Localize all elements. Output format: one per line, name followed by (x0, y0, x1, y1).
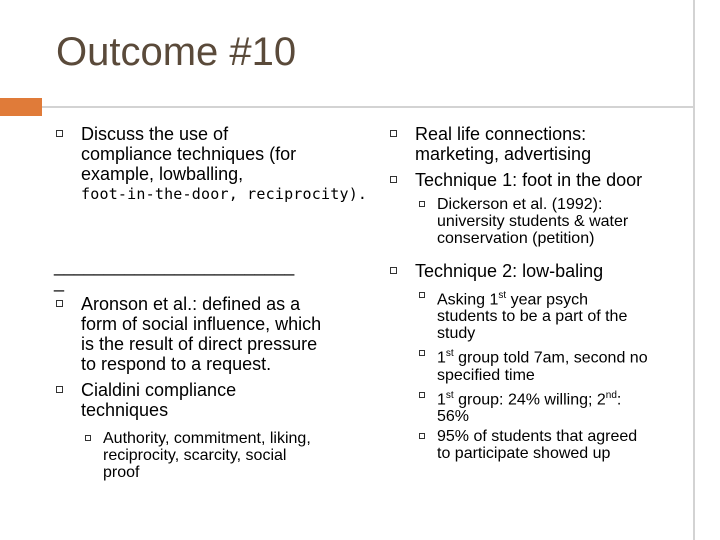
text-line: 56% (437, 407, 470, 425)
text-line: to participate showed up (437, 444, 611, 462)
square-bullet-icon (56, 130, 63, 137)
text-line: Cialdini compliance (81, 380, 237, 400)
text-line: techniques (81, 400, 169, 420)
square-bullet-icon (419, 392, 425, 398)
text-line: Discuss the use of (81, 124, 229, 144)
text-line: students to be a part of the (437, 308, 628, 326)
right-border-line (693, 0, 695, 540)
sub-bullet-asking (415, 287, 688, 342)
square-bullet-icon (390, 130, 397, 137)
text-line: Authority, commitment, liking, (103, 430, 311, 447)
text-part: 1 (437, 390, 446, 408)
square-bullet-icon (390, 176, 397, 183)
text-line: is the result of direct pressure (81, 334, 318, 354)
sub-bullet-first-group-7am (415, 345, 688, 383)
text-line: Dickerson et al. (1992): (437, 196, 603, 213)
text-line: Aronson et al.: defined as a (81, 294, 301, 314)
bullet-cialdini (54, 380, 374, 420)
bullet-discuss (54, 124, 374, 204)
text-line: conservation (petition) (437, 230, 595, 247)
square-bullet-icon (390, 267, 397, 274)
text-line: specified time (437, 366, 535, 384)
superscript: st (498, 290, 507, 301)
square-bullet-icon (56, 386, 63, 393)
text-line: study (437, 325, 476, 343)
text-line: university students & water (437, 213, 629, 230)
text-line: Technique 2: low-baling (415, 261, 604, 281)
text-part: 1 (437, 349, 446, 367)
text-line: to respond to a request. (81, 354, 272, 374)
text-line (437, 345, 688, 366)
separator-tail: _ (54, 272, 65, 292)
text-part: Asking 1 (437, 291, 499, 309)
text-line: proof (103, 464, 140, 481)
text-line: Real life connections: (415, 124, 587, 144)
slide-title: Outcome #10 (56, 30, 297, 74)
bullet-technique-2 (388, 261, 688, 281)
right-column (388, 124, 688, 462)
title-divider (42, 106, 694, 108)
left-column (54, 124, 374, 481)
bullet-aronson (54, 294, 374, 374)
text-line: Technique 1: foot in the door (415, 170, 643, 190)
square-bullet-icon (419, 350, 425, 356)
square-bullet-icon (419, 292, 425, 298)
bullet-real-life (388, 124, 688, 164)
text-line: compliance techniques (for (81, 144, 297, 164)
text-line (437, 387, 688, 408)
text-line: foot-in-the-door, reciprocity). (81, 185, 368, 203)
text-line: marketing, advertising (415, 144, 592, 164)
text-part: : (616, 390, 622, 408)
square-bullet-icon (56, 300, 63, 307)
text-part: group: 24% willing; 2 (453, 390, 606, 408)
superscript: st (445, 389, 454, 401)
sub-bullet-dickerson (415, 196, 688, 247)
text-line: form of social influence, which (81, 314, 322, 334)
sub-bullet-willing (415, 387, 688, 425)
text-line (437, 287, 688, 308)
sub-bullet-cialdini-list (81, 430, 374, 481)
text-line: example, lowballing, (81, 164, 244, 184)
text-line: 95% of students that agreed (437, 427, 638, 445)
superscript: nd (605, 389, 617, 401)
text-part: year psych (506, 291, 588, 309)
text-part: group told 7am, second no (453, 349, 648, 367)
square-bullet-icon (419, 201, 425, 207)
superscript: st (445, 348, 454, 360)
bullet-technique-1 (388, 170, 688, 190)
text-line: reciprocity, scarcity, social (103, 447, 287, 464)
square-bullet-icon (419, 433, 425, 439)
separator-line: ________________________ (54, 256, 295, 276)
accent-bar (0, 98, 42, 116)
sub-bullet-showed-up (415, 428, 688, 462)
square-bullet-icon (85, 435, 91, 441)
